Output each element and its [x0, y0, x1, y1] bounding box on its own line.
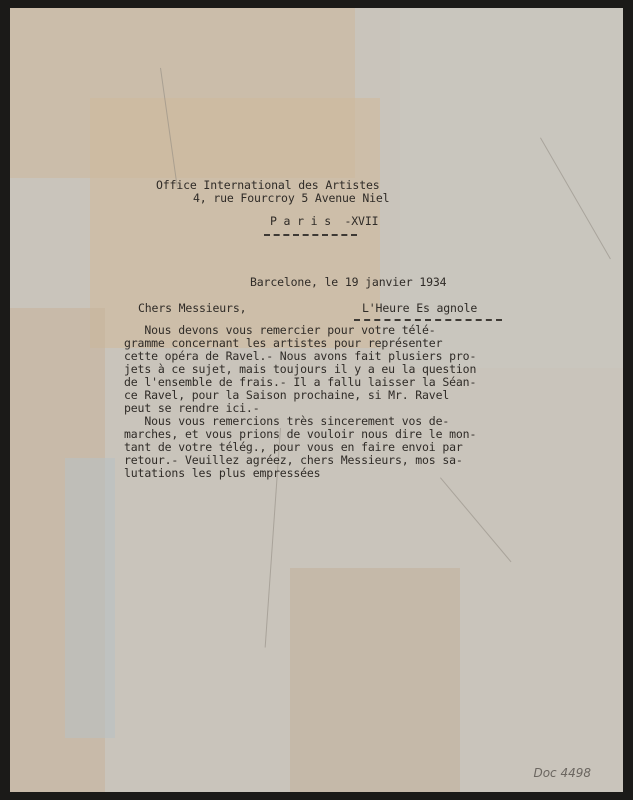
letter-sheet — [10, 8, 623, 792]
body-line: Nous devons vous remercier pour votre télé- — [124, 323, 436, 337]
addressee-city: P a r i s -XVII — [270, 214, 379, 228]
body-line: gramme concernant les artistes pour représenter — [124, 336, 443, 350]
archive-number: Doc 4498 — [533, 766, 591, 780]
dateline: Barcelone, le 19 janvier 1934 — [250, 275, 447, 289]
salutation: Chers Messieurs, — [138, 301, 247, 315]
body-line: marches, et vous prions de vouloir nous dire le mon- — [124, 427, 477, 441]
reference-line: L'Heure Es agnole — [362, 301, 478, 315]
city-underline — [264, 234, 357, 236]
body-line: lutations les plus empressées — [124, 466, 321, 480]
body-line: retour.- Veuillez agréez, chers Messieurs, mos sa- — [124, 453, 463, 467]
body-line: de l'ensemble de frais.- Il a fallu laisser la Séan- — [124, 375, 477, 389]
body-line: tant de votre télég., pour vous en faire envoi par — [124, 440, 463, 454]
body-line: Nous vous remercions très sincerement vos de- — [124, 414, 450, 428]
addressee-line-2: 4, rue Fourcroy 5 Avenue Niel — [193, 191, 390, 205]
paper-stain — [290, 568, 460, 792]
body-line: peut se rendre ici.- — [124, 401, 260, 415]
body-line: ce Ravel, pour la Saison prochaine, si Mr. Ravel — [124, 388, 450, 402]
body-line: cette opéra de Ravel.- Nous avons fait plusiers pro- — [124, 349, 477, 363]
addressee-line-1: Office International des Artistes — [156, 178, 380, 192]
reference-underline — [354, 319, 502, 321]
paper-crease — [440, 477, 511, 562]
body-line: jets à ce sujet, mais toujours il y a eu la question — [124, 362, 477, 376]
paper-stain — [65, 458, 115, 738]
